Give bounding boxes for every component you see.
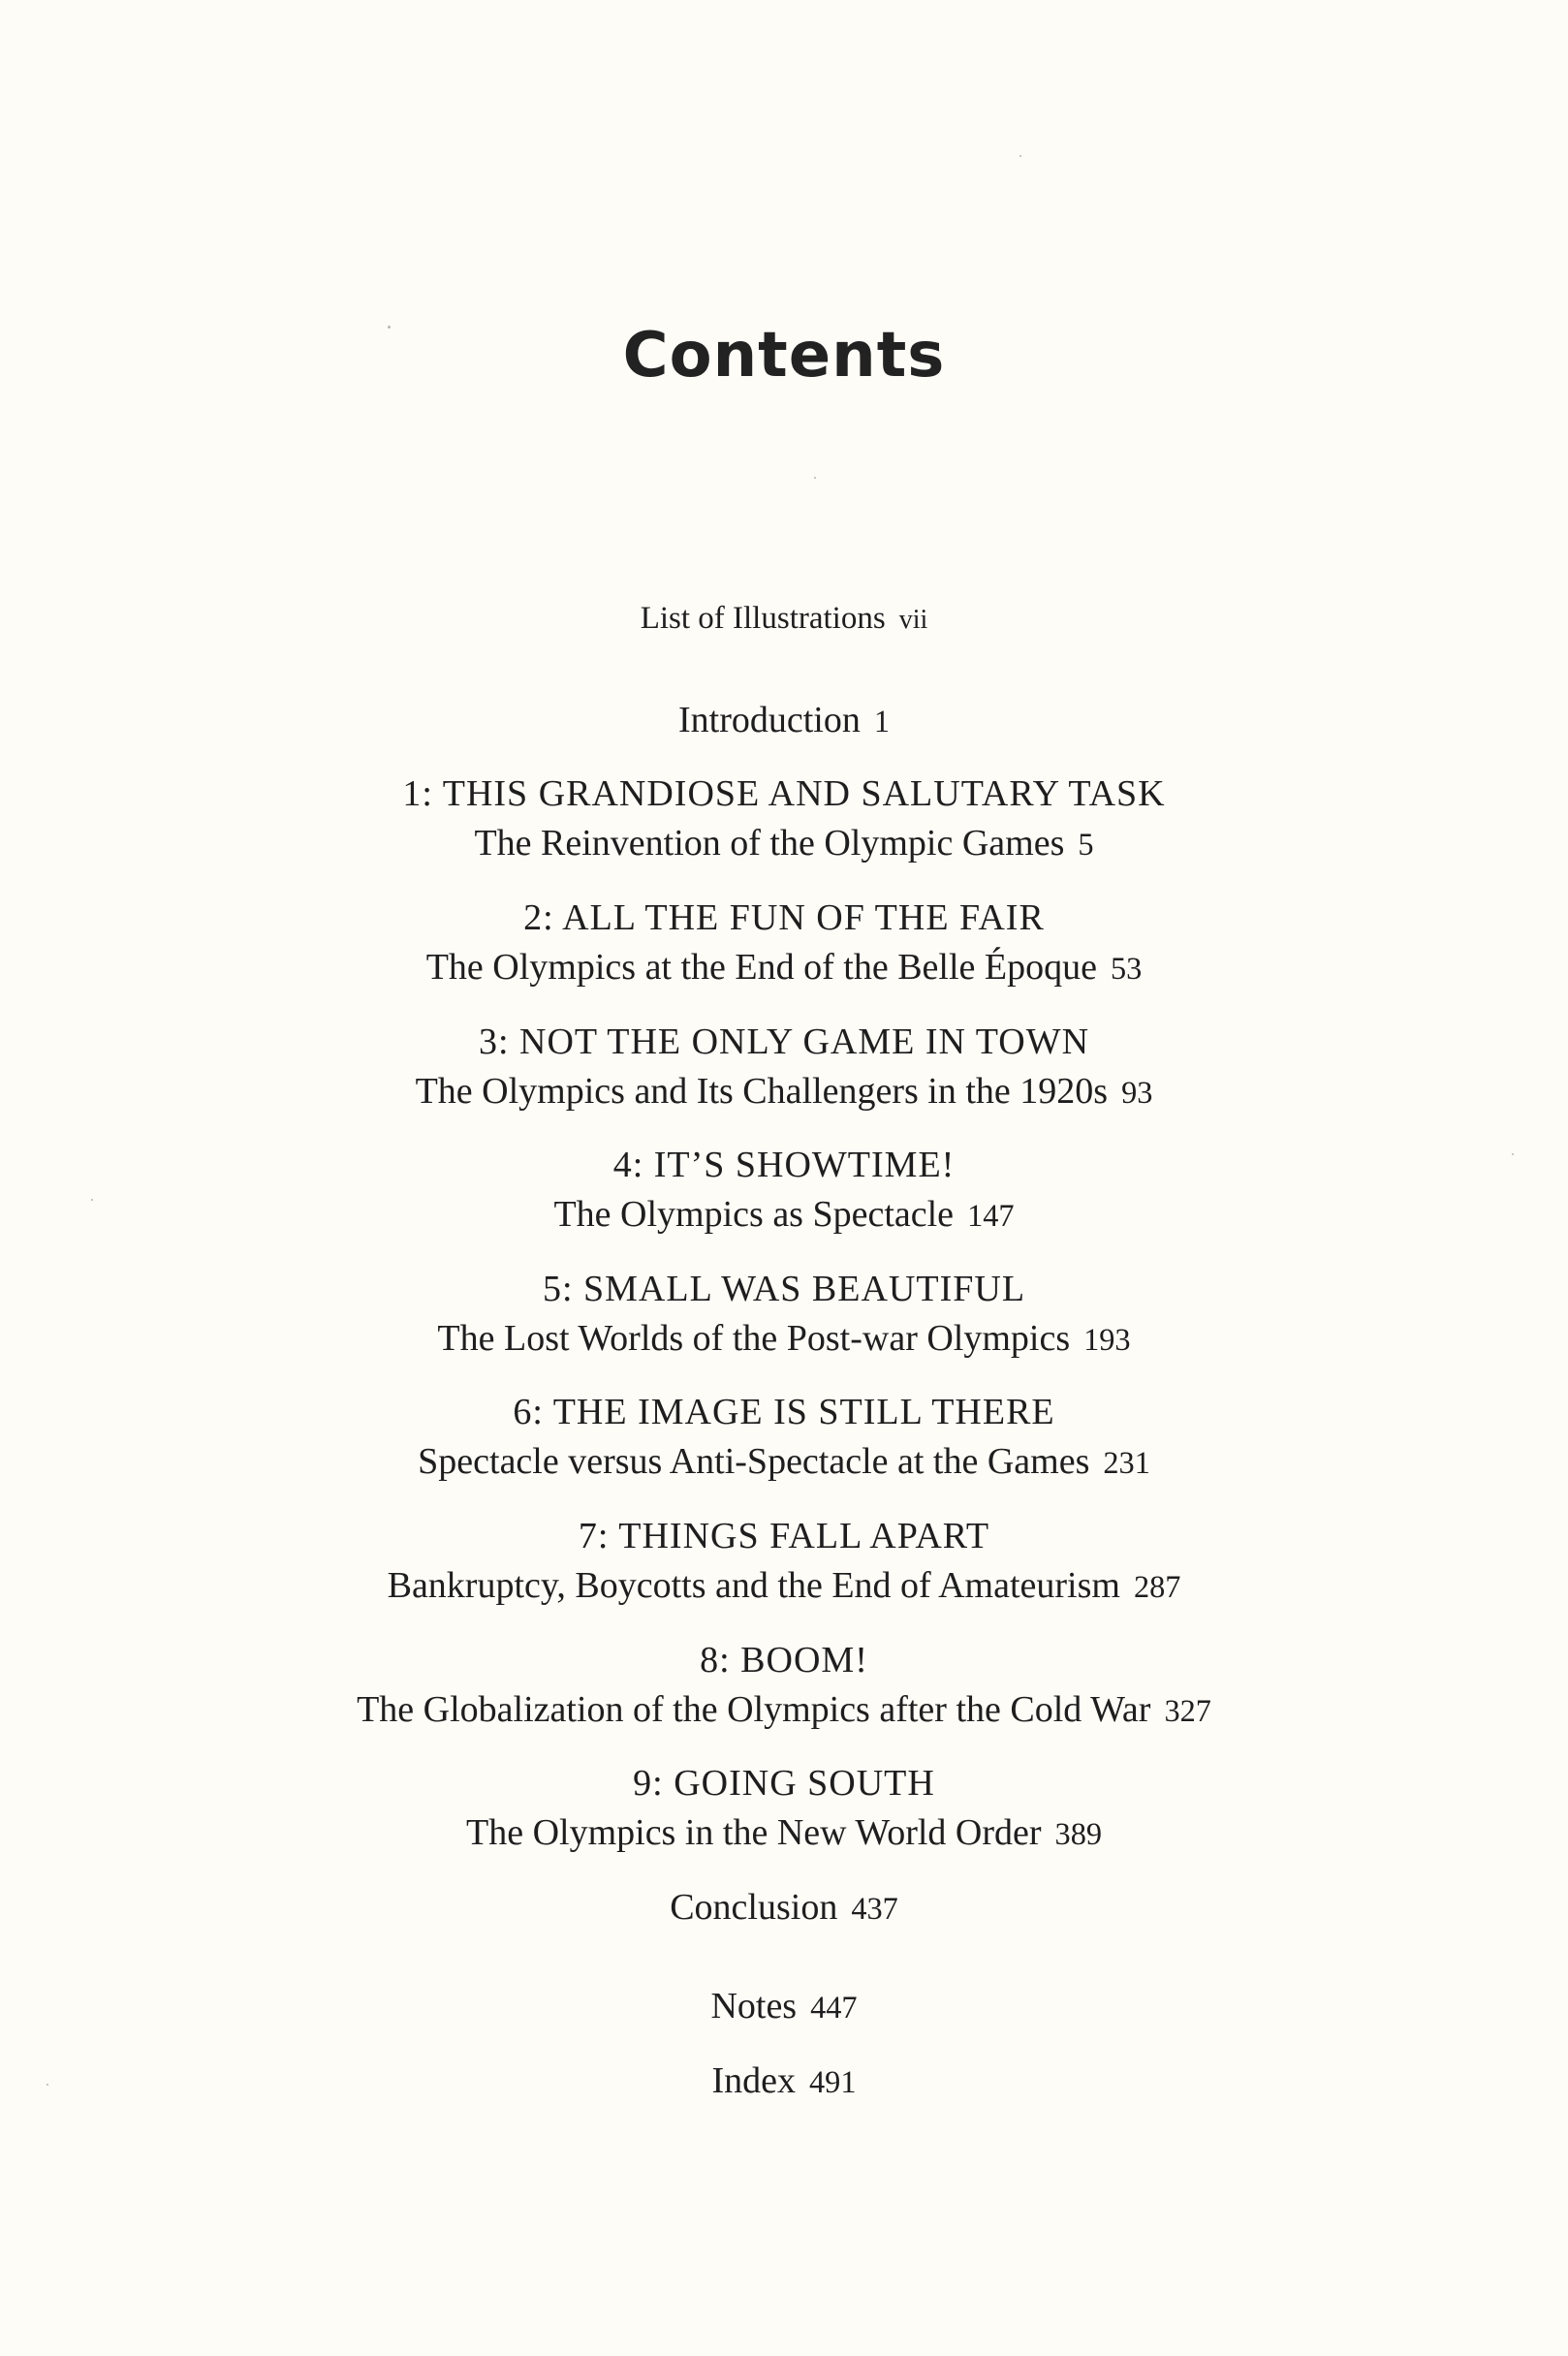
chapter-heading: 8: BOOM! bbox=[700, 1640, 868, 1681]
toc-page-number: vii bbox=[898, 605, 928, 635]
chapter-subtitle: The Olympics in the New World Order bbox=[466, 1812, 1042, 1853]
chapter-subtitle: The Reinvention of the Olympic Games bbox=[474, 823, 1065, 864]
paper-speck bbox=[814, 477, 816, 479]
toc-page-number: 327 bbox=[1164, 1693, 1211, 1728]
paper-speck bbox=[47, 2084, 48, 2086]
toc-page-number: 287 bbox=[1133, 1569, 1181, 1604]
toc-entry-label: List of Illustrations bbox=[640, 601, 886, 636]
paper-speck bbox=[1019, 155, 1021, 157]
chapter-subtitle: The Lost Worlds of the Post-war Olympics bbox=[437, 1318, 1071, 1359]
toc-chapter-1[interactable] bbox=[0, 770, 1568, 869]
toc-page-number: 147 bbox=[967, 1198, 1015, 1233]
toc-entry-label: Notes bbox=[710, 1986, 798, 2026]
toc-page-number: 93 bbox=[1121, 1075, 1153, 1110]
toc-page-number: 447 bbox=[810, 1990, 858, 2025]
chapter-heading: 6: THE IMAGE IS STILL THERE bbox=[513, 1392, 1055, 1432]
toc-entry-index[interactable] bbox=[0, 2057, 1568, 2107]
chapter-subtitle: The Olympics as Spectacle bbox=[553, 1194, 955, 1235]
chapter-heading: 9: GOING SOUTH bbox=[633, 1763, 935, 1804]
toc-page-number: 193 bbox=[1083, 1322, 1131, 1357]
toc-entry-notes[interactable] bbox=[0, 1982, 1568, 2032]
toc-entry-illustrations[interactable] bbox=[0, 594, 1568, 644]
toc-chapter-6[interactable] bbox=[0, 1388, 1568, 1488]
chapter-subtitle: The Globalization of the Olympics after the Cold War bbox=[357, 1689, 1151, 1730]
toc-chapter-3[interactable] bbox=[0, 1018, 1568, 1117]
chapter-subtitle: The Olympics and Its Challengers in the 1920s bbox=[415, 1071, 1109, 1112]
toc-entry-conclusion[interactable] bbox=[0, 1883, 1568, 1933]
chapter-subtitle: Bankruptcy, Boycotts and the End of Amateurism bbox=[387, 1565, 1120, 1606]
toc-chapter-2[interactable] bbox=[0, 894, 1568, 993]
chapter-subtitle: Spectacle versus Anti-Spectacle at the Games bbox=[418, 1441, 1090, 1482]
toc-entry-label: Introduction bbox=[677, 700, 861, 740]
chapter-heading: 7: THINGS FALL APART bbox=[578, 1516, 990, 1556]
toc-chapter-4[interactable] bbox=[0, 1141, 1568, 1241]
chapter-subtitle: The Olympics at the End of the Belle Époque bbox=[425, 947, 1097, 988]
toc-entry-label: Index bbox=[711, 2060, 797, 2101]
toc-entry-introduction[interactable] bbox=[0, 696, 1568, 746]
toc-page-number: 491 bbox=[809, 2064, 857, 2099]
toc-page-number: 53 bbox=[1110, 951, 1143, 986]
paper-speck bbox=[1512, 1153, 1514, 1155]
toc-page-number: 231 bbox=[1103, 1445, 1150, 1480]
chapter-heading: 2: ALL THE FUN OF THE FAIR bbox=[523, 897, 1045, 938]
toc-entry-label: Conclusion bbox=[670, 1887, 838, 1928]
chapter-heading: 4: IT’S SHOWTIME! bbox=[612, 1145, 956, 1185]
toc-chapter-8[interactable] bbox=[0, 1636, 1568, 1736]
toc-chapter-9[interactable] bbox=[0, 1759, 1568, 1859]
page-title: Contents bbox=[622, 320, 946, 392]
toc-page-number: 389 bbox=[1054, 1816, 1102, 1851]
chapter-heading: 1: THIS GRANDIOSE AND SALUTARY TASK bbox=[402, 773, 1166, 814]
toc-page-number: 1 bbox=[873, 704, 890, 738]
chapter-heading: 5: SMALL WAS BEAUTIFUL bbox=[542, 1269, 1026, 1309]
paper-speck bbox=[388, 326, 391, 329]
chapter-heading: 3: NOT THE ONLY GAME IN TOWN bbox=[478, 1021, 1090, 1062]
toc-chapter-7[interactable] bbox=[0, 1512, 1568, 1612]
toc-page-number: 437 bbox=[851, 1891, 898, 1926]
toc-chapter-5[interactable] bbox=[0, 1265, 1568, 1365]
toc-page-number: 5 bbox=[1078, 827, 1094, 862]
paper-speck bbox=[91, 1199, 93, 1201]
